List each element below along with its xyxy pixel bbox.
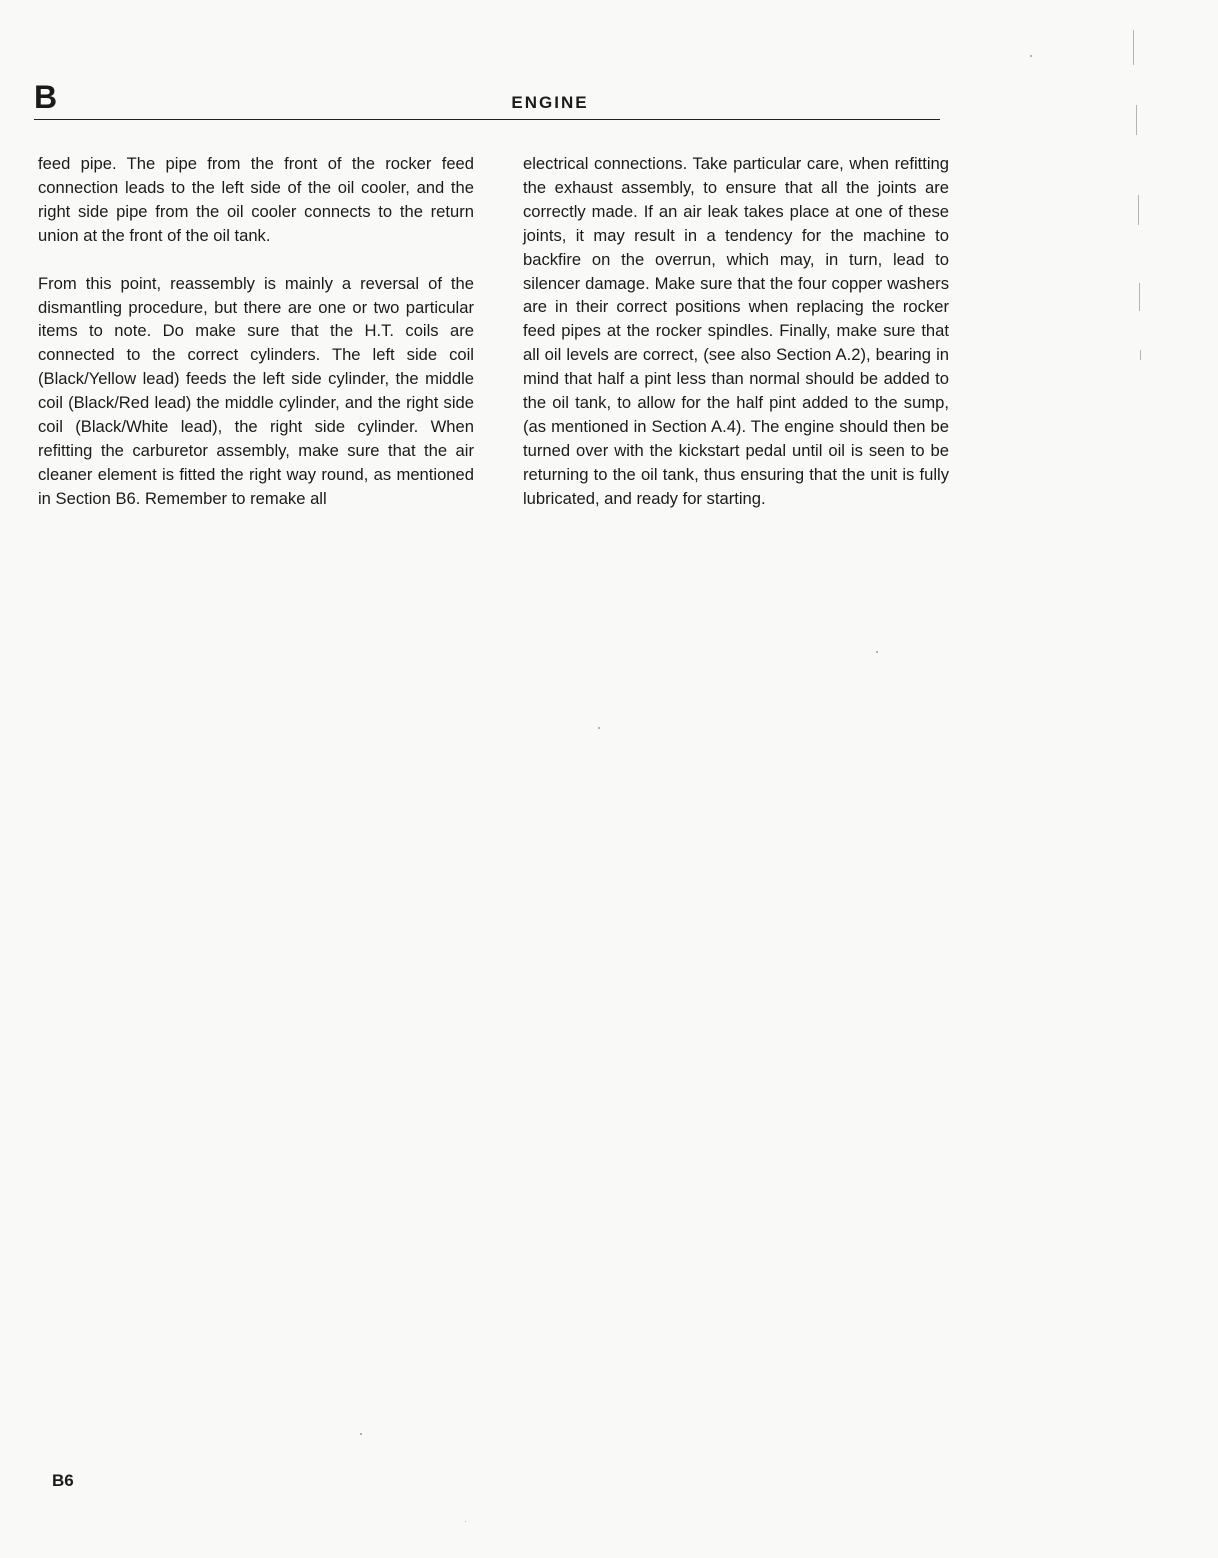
scan-speck <box>876 651 878 653</box>
scan-speck <box>1030 55 1032 57</box>
left-column <box>38 152 474 535</box>
edge-mark <box>1133 30 1134 65</box>
edge-mark <box>1139 283 1140 311</box>
page-number: B6 <box>52 1471 74 1490</box>
edge-mark <box>1140 350 1141 360</box>
right-column <box>523 152 949 535</box>
header-rule <box>34 119 940 120</box>
section-letter: B <box>34 79 58 115</box>
edge-mark <box>1138 195 1139 225</box>
scan-speck <box>360 1433 362 1435</box>
scan-speck <box>465 1521 466 1522</box>
paragraph: feed pipe. The pipe from the front of the rocker feed connection leads to the left side of the oil cooler, and the right side pipe from the oil cooler connects to the return union at the front of the oil tank. <box>38 154 474 245</box>
edge-mark <box>1136 105 1137 135</box>
paragraph: electrical connections. Take particular care, when refitting the exhaust assembly, to ensure that all the joints are correctly made. If an air leak takes place at one of these joints, it may result in a tendency for the machine to backfire on the overrun, which may, in turn, lead to silencer damage. Make sure that the four copper washers are in their correct positions when replacing the rocker feed pipes at the rocker spindles. Finally, make sure that all oil levels are correct, (see also Section A.2), bearing in mind that half a pint less than normal should be added to the oil tank, to allow for the half pint added to the sump, (as mentioned in Section A.4). The engine should then be turned over with the kickstart pedal until oil is seen to be returning to the oil tank, thus ensuring that the unit is fully lubricated, and ready for starting. <box>523 154 949 508</box>
paragraph: From this point, reassembly is mainly a reversal of the dismantling procedure, but there are one or two particular items to note. Do make sure that the H.T. coils are connected to the correct cylinders. The left side coil (Black/Yellow lead) feeds the left side cylinder, the middle coil (Black/Red lead) the middle cylinder, and the right side coil (Black/White lead), the right side cylinder. When refitting the carburetor assembly, make sure that the air cleaner element is fitted the right way round, as mentioned in Section B6. Remember to remake all <box>38 273 474 508</box>
page-title: ENGINE <box>511 93 589 112</box>
scan-speck <box>598 727 600 729</box>
